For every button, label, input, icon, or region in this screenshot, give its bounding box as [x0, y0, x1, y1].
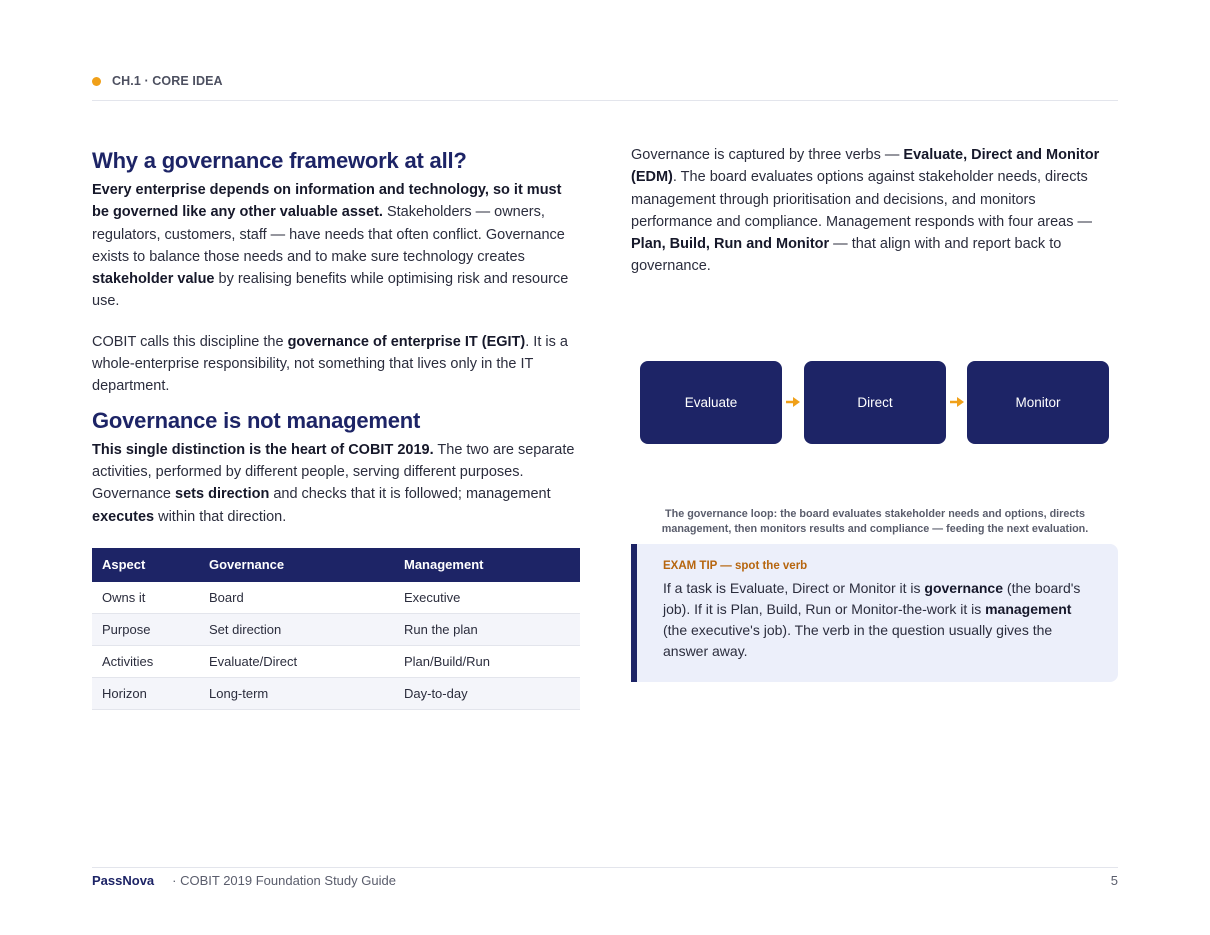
exam-tip-body: If a task is Evaluate, Direct or Monitor it is governance (the board's job). If it is Plan, Build, Run or Monitor-the-work it is management (the executive's job). The verb in the question usually gives the answer away. [663, 580, 1081, 659]
bold-term: Evaluate, Direct and Monitor (EDM) [631, 147, 1100, 186]
bold-term: Every enterprise depends on information and technology, so it must be governed like any other valuable asset. [92, 182, 562, 221]
table-cell: Owns it [92, 582, 199, 614]
header-divider [92, 100, 1118, 101]
table-cell: Horizon [92, 677, 199, 709]
table-header-aspect: Aspect [92, 548, 199, 582]
arrow-right-icon [949, 395, 965, 409]
edm-flow-diagram [640, 361, 1110, 444]
exam-tip-title: EXAM TIP — spot the verb [663, 560, 808, 572]
footer-divider [92, 867, 1118, 868]
bold-term: management [985, 601, 1072, 617]
table-row [92, 582, 580, 614]
table-cell: Day-to-day [394, 677, 580, 709]
footer-guide-title: · COBIT 2019 Foundation Study Guide [172, 873, 396, 888]
flow-step-direct: Direct [804, 361, 946, 444]
exam-tip-callout [631, 544, 1118, 682]
arrow-right-icon [785, 395, 801, 409]
table-cell: Long-term [199, 677, 394, 709]
table-cell: Plan/Build/Run [394, 645, 580, 677]
comparison-table [92, 548, 580, 710]
paragraph-edm: Governance is captured by three verbs — Evaluate, Direct and Monitor (EDM). The board evaluates options against stakeholder needs, directs management through prioritisation and decisions, and monitors performance and compliance. Management responds with four areas — Plan, Build, Run and Monitor — that align with and report back to governance. [631, 147, 1100, 275]
paragraph-egit: COBIT calls this discipline the governance of enterprise IT (EGIT). It is a whole-enterprise responsibility, not something that lives only in the IT department. [92, 333, 568, 395]
bold-term: stakeholder value [92, 271, 215, 288]
table-header-governance: Governance [199, 548, 394, 582]
chapter-label: CH.1 · CORE IDEA [112, 74, 223, 88]
chapter-dot-icon [92, 77, 101, 86]
footer-brand: PassNova [92, 873, 155, 888]
right-column [631, 144, 1119, 278]
paragraph-why: Every enterprise depends on information and technology, so it must be governed like any other valuable asset. Stakeholders — owners, regulators, customers, staff — have needs that often conflict. Governance exists to balance those needs and to make sure technology creates stakeholder value by realising benefits while optimising risk and resource use. [92, 182, 569, 310]
table-cell: Evaluate/Direct [199, 645, 394, 677]
bold-term: Plan, Build, Run and Monitor [631, 236, 830, 253]
table-header-row [92, 548, 580, 582]
table-cell: Board [199, 582, 394, 614]
flow-step-monitor: Monitor [967, 361, 1109, 444]
table-header-management: Management [394, 548, 580, 582]
bold-term: governance [924, 580, 1004, 596]
diagram-caption: The governance loop: the board evaluates stakeholder needs and options, directs management, then monitors results and compliance — feeding the next evaluation. [661, 508, 1089, 535]
table-row [92, 645, 580, 677]
paragraph-distinction: This single distinction is the heart of COBIT 2019. The two are separate activities, performed by different people, serving different purposes. Governance sets direction and checks that it is followed; management executes within that direction. [92, 441, 575, 525]
table-cell: Set direction [199, 613, 394, 645]
table-cell: Run the plan [394, 613, 580, 645]
footer [92, 873, 1118, 888]
bold-term: executes [92, 508, 155, 525]
page-number: 5 [1110, 873, 1118, 888]
table-cell: Executive [394, 582, 580, 614]
bold-term: governance of enterprise IT (EGIT) [287, 333, 526, 350]
flow-step-evaluate: Evaluate [640, 361, 782, 444]
left-column [92, 146, 580, 710]
bold-term: This single distinction is the heart of COBIT 2019. [92, 441, 434, 458]
table-row [92, 677, 580, 709]
table-row [92, 613, 580, 645]
table-cell: Purpose [92, 613, 199, 645]
bold-term: sets direction [175, 486, 270, 503]
section-title-not-management: Governance is not management [92, 407, 421, 433]
section-title-why: Why a governance framework at all? [92, 148, 467, 173]
table-cell: Activities [92, 645, 199, 677]
spacer [92, 313, 580, 331]
chapter-header [92, 74, 223, 88]
